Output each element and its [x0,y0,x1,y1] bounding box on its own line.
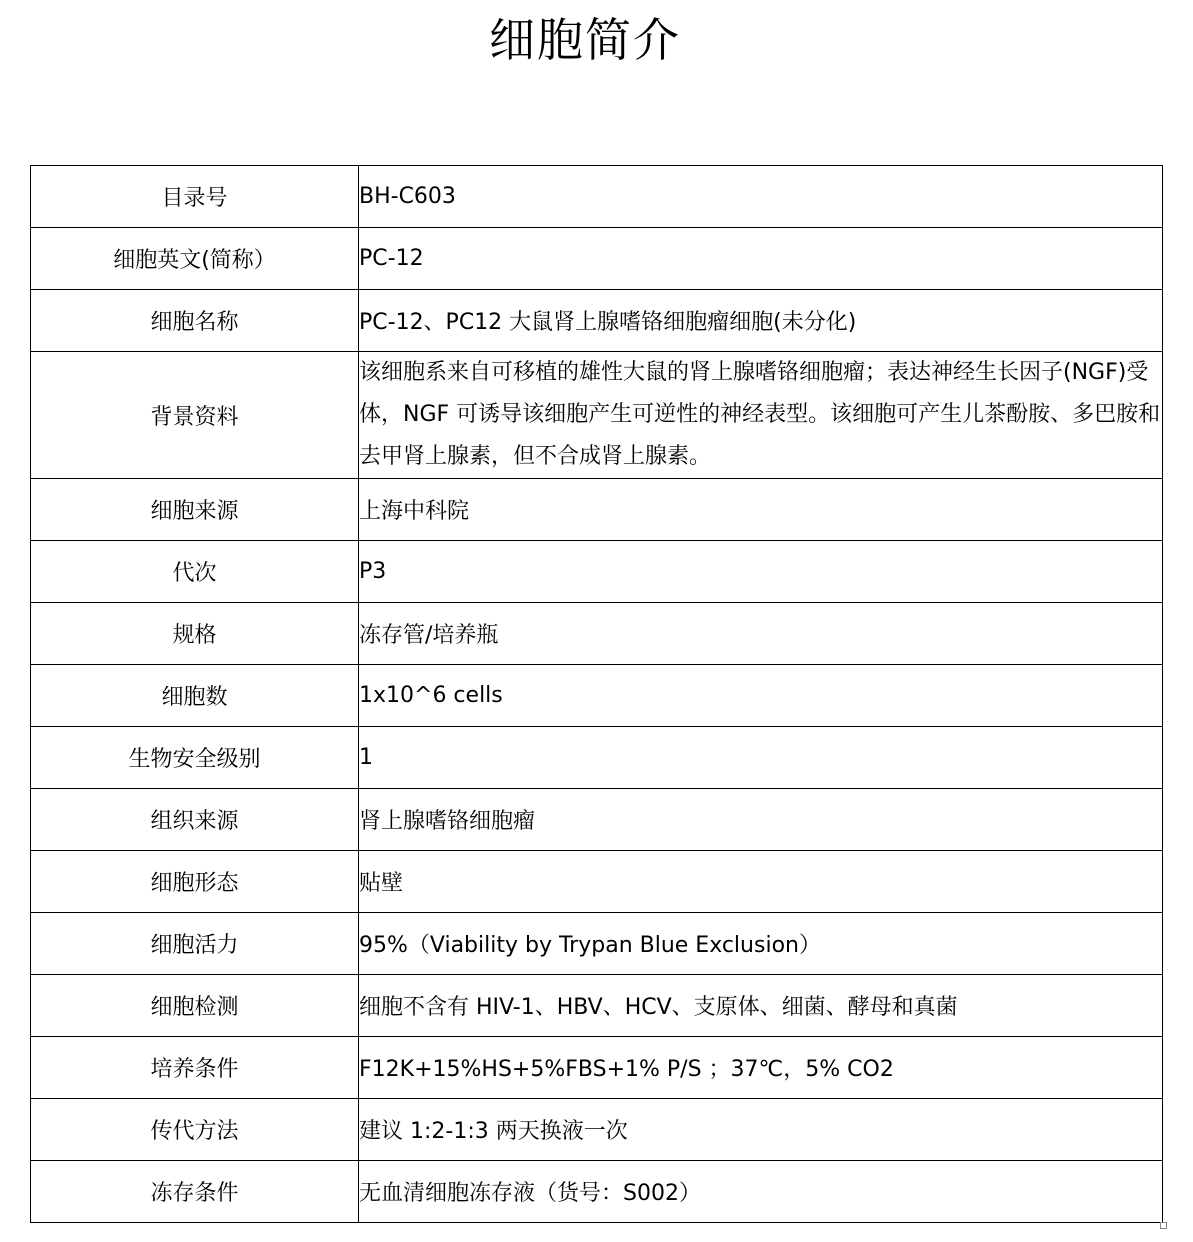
page-title: 细胞简介 [489,13,681,67]
row-label: 培养条件 [31,1037,359,1099]
table-row-cell-name [31,290,1163,352]
row-value: 建议 1:2-1:3 两天换液一次 [359,1099,1163,1161]
row-label: 生物安全级别 [31,727,359,789]
row-value: PC-12 [359,228,1163,290]
end-of-cell-mark [1160,1222,1167,1229]
row-value: 1 [359,727,1163,789]
table-row-freezing-conditions [31,1161,1163,1223]
row-label: 细胞活力 [31,913,359,975]
row-label: 细胞名称 [31,290,359,352]
row-label: 细胞形态 [31,851,359,913]
row-label: 组织来源 [31,789,359,851]
table-row-testing [31,975,1163,1037]
table-row-culture-conditions [31,1037,1163,1099]
cell-info-table [30,165,1163,1223]
row-value: P3 [359,541,1163,603]
row-value: BH-C603 [359,166,1163,228]
row-value: 无血清细胞冻存液（货号：S002） [359,1161,1163,1223]
table-row-passage-method [31,1099,1163,1161]
table-row-cell-source [31,479,1163,541]
row-label: 细胞检测 [31,975,359,1037]
table-row-viability [31,913,1163,975]
table-row-catalog-number [31,166,1163,228]
row-value: 该细胞系来自可移植的雄性大鼠的肾上腺嗜铬细胞瘤；表达神经生长因子(NGF)受体，NGF 可诱导该细胞产生可逆性的神经表型。该细胞可产生儿茶酚胺、多巴胺和去甲肾上腺素，但不合成肾上腺素。 [359,352,1163,479]
row-value: 95%（Viability by Trypan Blue Exclusion） [359,913,1163,975]
row-label: 目录号 [31,166,359,228]
table-row-cell-count [31,665,1163,727]
row-label: 细胞英文(简称） [31,228,359,290]
row-label: 细胞来源 [31,479,359,541]
row-label: 冻存条件 [31,1161,359,1223]
table-row-passage [31,541,1163,603]
table-row-biosafety-level [31,727,1163,789]
row-value: 冻存管/培养瓶 [359,603,1163,665]
row-value: F12K+15%HS+5%FBS+1% P/S ；37℃，5% CO2 [359,1037,1163,1099]
row-value: PC-12、PC12 大鼠肾上腺嗜铬细胞瘤细胞(未分化) [359,290,1163,352]
row-label: 规格 [31,603,359,665]
row-value: 上海中科院 [359,479,1163,541]
row-value: 贴壁 [359,851,1163,913]
row-label: 背景资料 [31,352,359,479]
row-label: 细胞数 [31,665,359,727]
row-value: 细胞不含有 HIV-1、HBV、HCV、支原体、细菌、酵母和真菌 [359,975,1163,1037]
row-value: 肾上腺嗜铬细胞瘤 [359,789,1163,851]
table-row-morphology [31,851,1163,913]
table-row-tissue-source [31,789,1163,851]
row-label: 传代方法 [31,1099,359,1161]
table-row-english-name [31,228,1163,290]
table-row-background [31,352,1163,479]
table-row-specification [31,603,1163,665]
row-label: 代次 [31,541,359,603]
row-value: 1x10^6 cells [359,665,1163,727]
